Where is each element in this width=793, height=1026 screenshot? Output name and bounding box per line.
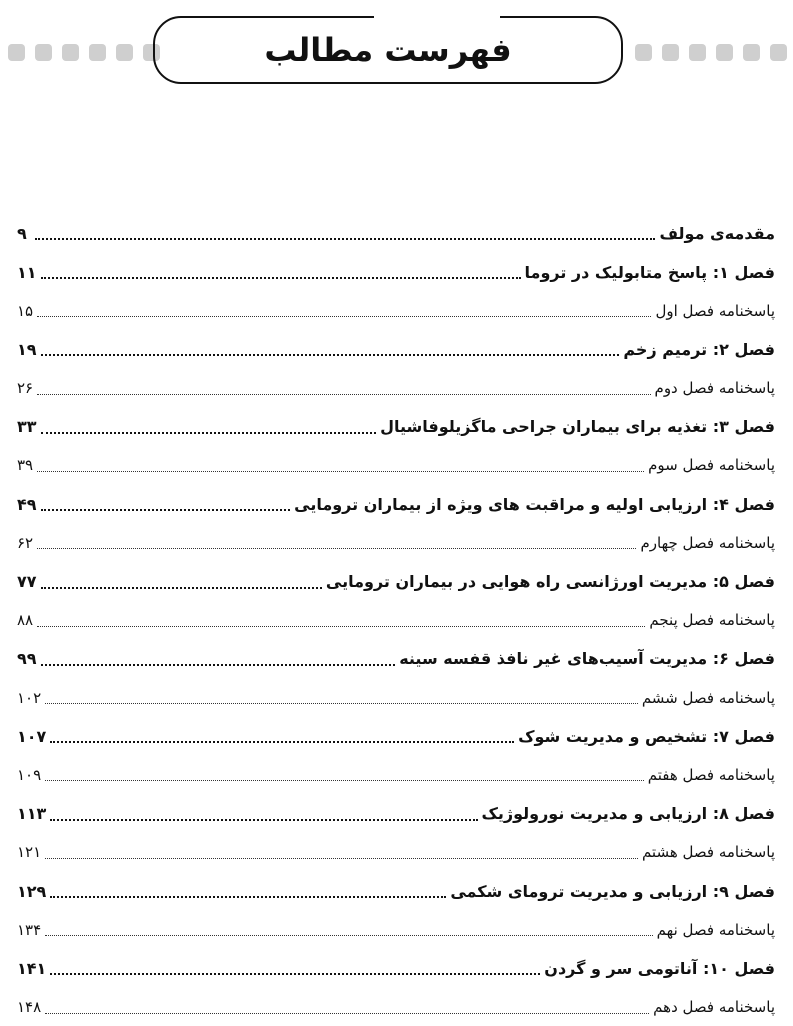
dot-leader bbox=[37, 316, 651, 317]
dot-leader bbox=[50, 896, 446, 898]
decorative-dot bbox=[662, 44, 679, 61]
dot-leader bbox=[37, 394, 650, 395]
toc-page-number: ۹ bbox=[17, 223, 27, 243]
toc-page-number: ۱۴۱ bbox=[17, 958, 47, 978]
toc-page-number: ۶۲ bbox=[17, 533, 34, 552]
toc-page-number: ۳۹ bbox=[17, 456, 34, 475]
dot-leader bbox=[45, 935, 653, 936]
dot-leader bbox=[45, 780, 644, 781]
toc-entry-chapter-6[interactable] bbox=[17, 640, 775, 679]
toc-entry-answers-8[interactable] bbox=[17, 833, 775, 872]
title-banner bbox=[0, 16, 793, 88]
decorative-dot bbox=[689, 44, 706, 61]
toc-entry-title: فصل ۶: مدیریت آسیب‌های غیر نافذ قفسه سینه bbox=[399, 649, 775, 669]
toc-page-number: ۱۰۹ bbox=[17, 765, 42, 784]
dot-leader bbox=[41, 587, 322, 589]
toc-entry-chapter-3[interactable] bbox=[17, 407, 775, 446]
dot-leader bbox=[37, 548, 636, 549]
toc-entry-title: پاسخنامه فصل سوم bbox=[648, 456, 775, 475]
toc-entry-title: فصل ۸: ارزیابی و مدیریت نورولوژیک bbox=[481, 804, 775, 824]
toc-entry-answers-10[interactable] bbox=[17, 988, 775, 1026]
toc-entry-title: پاسخنامه فصل اول bbox=[655, 301, 775, 320]
toc-entry-chapter-5[interactable] bbox=[17, 562, 775, 601]
toc-page-number: ۲۶ bbox=[17, 379, 34, 398]
dot-leader bbox=[50, 973, 540, 975]
toc-entry-title: پاسخنامه فصل نهم bbox=[656, 920, 775, 939]
toc-entry-introduction[interactable] bbox=[17, 214, 775, 253]
toc-entry-answers-7[interactable] bbox=[17, 756, 775, 795]
toc-entry-answers-6[interactable] bbox=[17, 678, 775, 717]
dot-leader bbox=[50, 819, 477, 821]
toc-entry-title: مقدمه‌ی مولف bbox=[659, 223, 775, 243]
toc-page-number: ۷۷ bbox=[17, 572, 37, 592]
toc-entry-answers-1[interactable] bbox=[17, 291, 775, 330]
toc-entry-title: پاسخنامه فصل هشتم bbox=[641, 843, 775, 862]
toc-entry-title: پاسخنامه فصل دوم bbox=[654, 379, 775, 398]
toc-entry-title: فصل ۱۰: آناتومی سر و گردن bbox=[544, 958, 775, 978]
dot-leader bbox=[41, 664, 396, 666]
toc-entry-chapter-1[interactable] bbox=[17, 253, 775, 292]
toc-entry-title: فصل ۵: مدیریت اورژانسی راه هوایی در بیماران ترومایی bbox=[325, 572, 775, 592]
dot-leader bbox=[41, 509, 291, 511]
toc-entry-title: فصل ۹: ارزیابی و مدیریت ترومای شکمی bbox=[450, 881, 775, 901]
toc-page-number: ۱۵ bbox=[17, 301, 34, 320]
toc-entry-chapter-7[interactable] bbox=[17, 717, 775, 756]
toc-page-number: ۱۱ bbox=[17, 262, 37, 282]
toc-page-number: ۱۱۳ bbox=[17, 804, 47, 824]
toc-entry-answers-2[interactable] bbox=[17, 369, 775, 408]
toc-page-number: ۱۰۷ bbox=[17, 726, 47, 746]
dot-leader bbox=[41, 277, 521, 279]
dot-leader bbox=[37, 471, 644, 472]
toc-entry-title: فصل ۳: تغذیه برای بیماران جراحی ماگزیلوفاشیال bbox=[380, 417, 775, 437]
toc-entry-chapter-4[interactable] bbox=[17, 485, 775, 524]
toc-entry-chapter-10[interactable] bbox=[17, 949, 775, 988]
toc-entry-title: فصل ۴: ارزیابی اولیه و مراقبت های ویژه از بیماران ترومایی bbox=[294, 494, 775, 514]
toc-entry-answers-5[interactable] bbox=[17, 601, 775, 640]
toc-entry-title: پاسخنامه فصل ششم bbox=[641, 688, 775, 707]
toc-page-number: ۱۰۲ bbox=[17, 688, 42, 707]
decorative-dot bbox=[35, 44, 52, 61]
decorative-dot bbox=[716, 44, 733, 61]
dot-leader bbox=[45, 1013, 649, 1014]
dot-leader bbox=[41, 354, 620, 356]
toc-entry-title: فصل ۲: ترمیم زخم bbox=[623, 339, 775, 359]
decorative-dots-left bbox=[8, 44, 160, 61]
toc-page-number: ۱۲۹ bbox=[17, 881, 47, 901]
toc-page-number: ۱۲۱ bbox=[17, 843, 42, 862]
dot-leader bbox=[50, 741, 514, 743]
toc-entry-chapter-8[interactable] bbox=[17, 794, 775, 833]
toc-page-number: ۱۴۸ bbox=[17, 998, 42, 1017]
toc-page-number: ۴۹ bbox=[17, 494, 37, 514]
toc-page-number: ۹۹ bbox=[17, 649, 37, 669]
toc-entry-chapter-9[interactable] bbox=[17, 872, 775, 911]
decorative-dot bbox=[743, 44, 760, 61]
toc-page-number: ۳۳ bbox=[17, 417, 37, 437]
toc-entry-title: فصل ۱: پاسخ متابولیک در تروما bbox=[524, 262, 775, 282]
toc-entry-answers-4[interactable] bbox=[17, 524, 775, 563]
dot-leader bbox=[37, 626, 645, 627]
dot-leader bbox=[45, 858, 638, 859]
toc-entry-title: پاسخنامه فصل پنجم bbox=[649, 611, 775, 630]
toc-entry-title: پاسخنامه فصل هفتم bbox=[647, 765, 775, 784]
toc-entry-title: پاسخنامه فصل دهم bbox=[653, 998, 775, 1017]
title-frame-gap bbox=[374, 13, 500, 21]
toc-entry-title: پاسخنامه فصل چهارم bbox=[640, 533, 775, 552]
decorative-dot bbox=[89, 44, 106, 61]
toc-page-number: ۱۹ bbox=[17, 339, 37, 359]
decorative-dots-right bbox=[635, 44, 787, 61]
decorative-dot bbox=[116, 44, 133, 61]
toc-entry-answers-9[interactable] bbox=[17, 910, 775, 949]
dot-leader bbox=[45, 703, 638, 704]
toc-entry-answers-3[interactable] bbox=[17, 446, 775, 485]
page-title: فهرست مطالب bbox=[264, 31, 512, 69]
decorative-dot bbox=[8, 44, 25, 61]
decorative-dot bbox=[770, 44, 787, 61]
toc-entry-title: فصل ۷: تشخیص و مدیریت شوک bbox=[518, 726, 775, 746]
toc-entry-chapter-2[interactable] bbox=[17, 330, 775, 369]
toc-page-number: ۸۸ bbox=[17, 611, 34, 630]
decorative-dot bbox=[62, 44, 79, 61]
toc-page-number: ۱۳۴ bbox=[17, 920, 42, 939]
dot-leader bbox=[35, 238, 655, 240]
table-of-contents bbox=[17, 214, 775, 1026]
decorative-dot bbox=[635, 44, 652, 61]
dot-leader bbox=[41, 432, 377, 434]
